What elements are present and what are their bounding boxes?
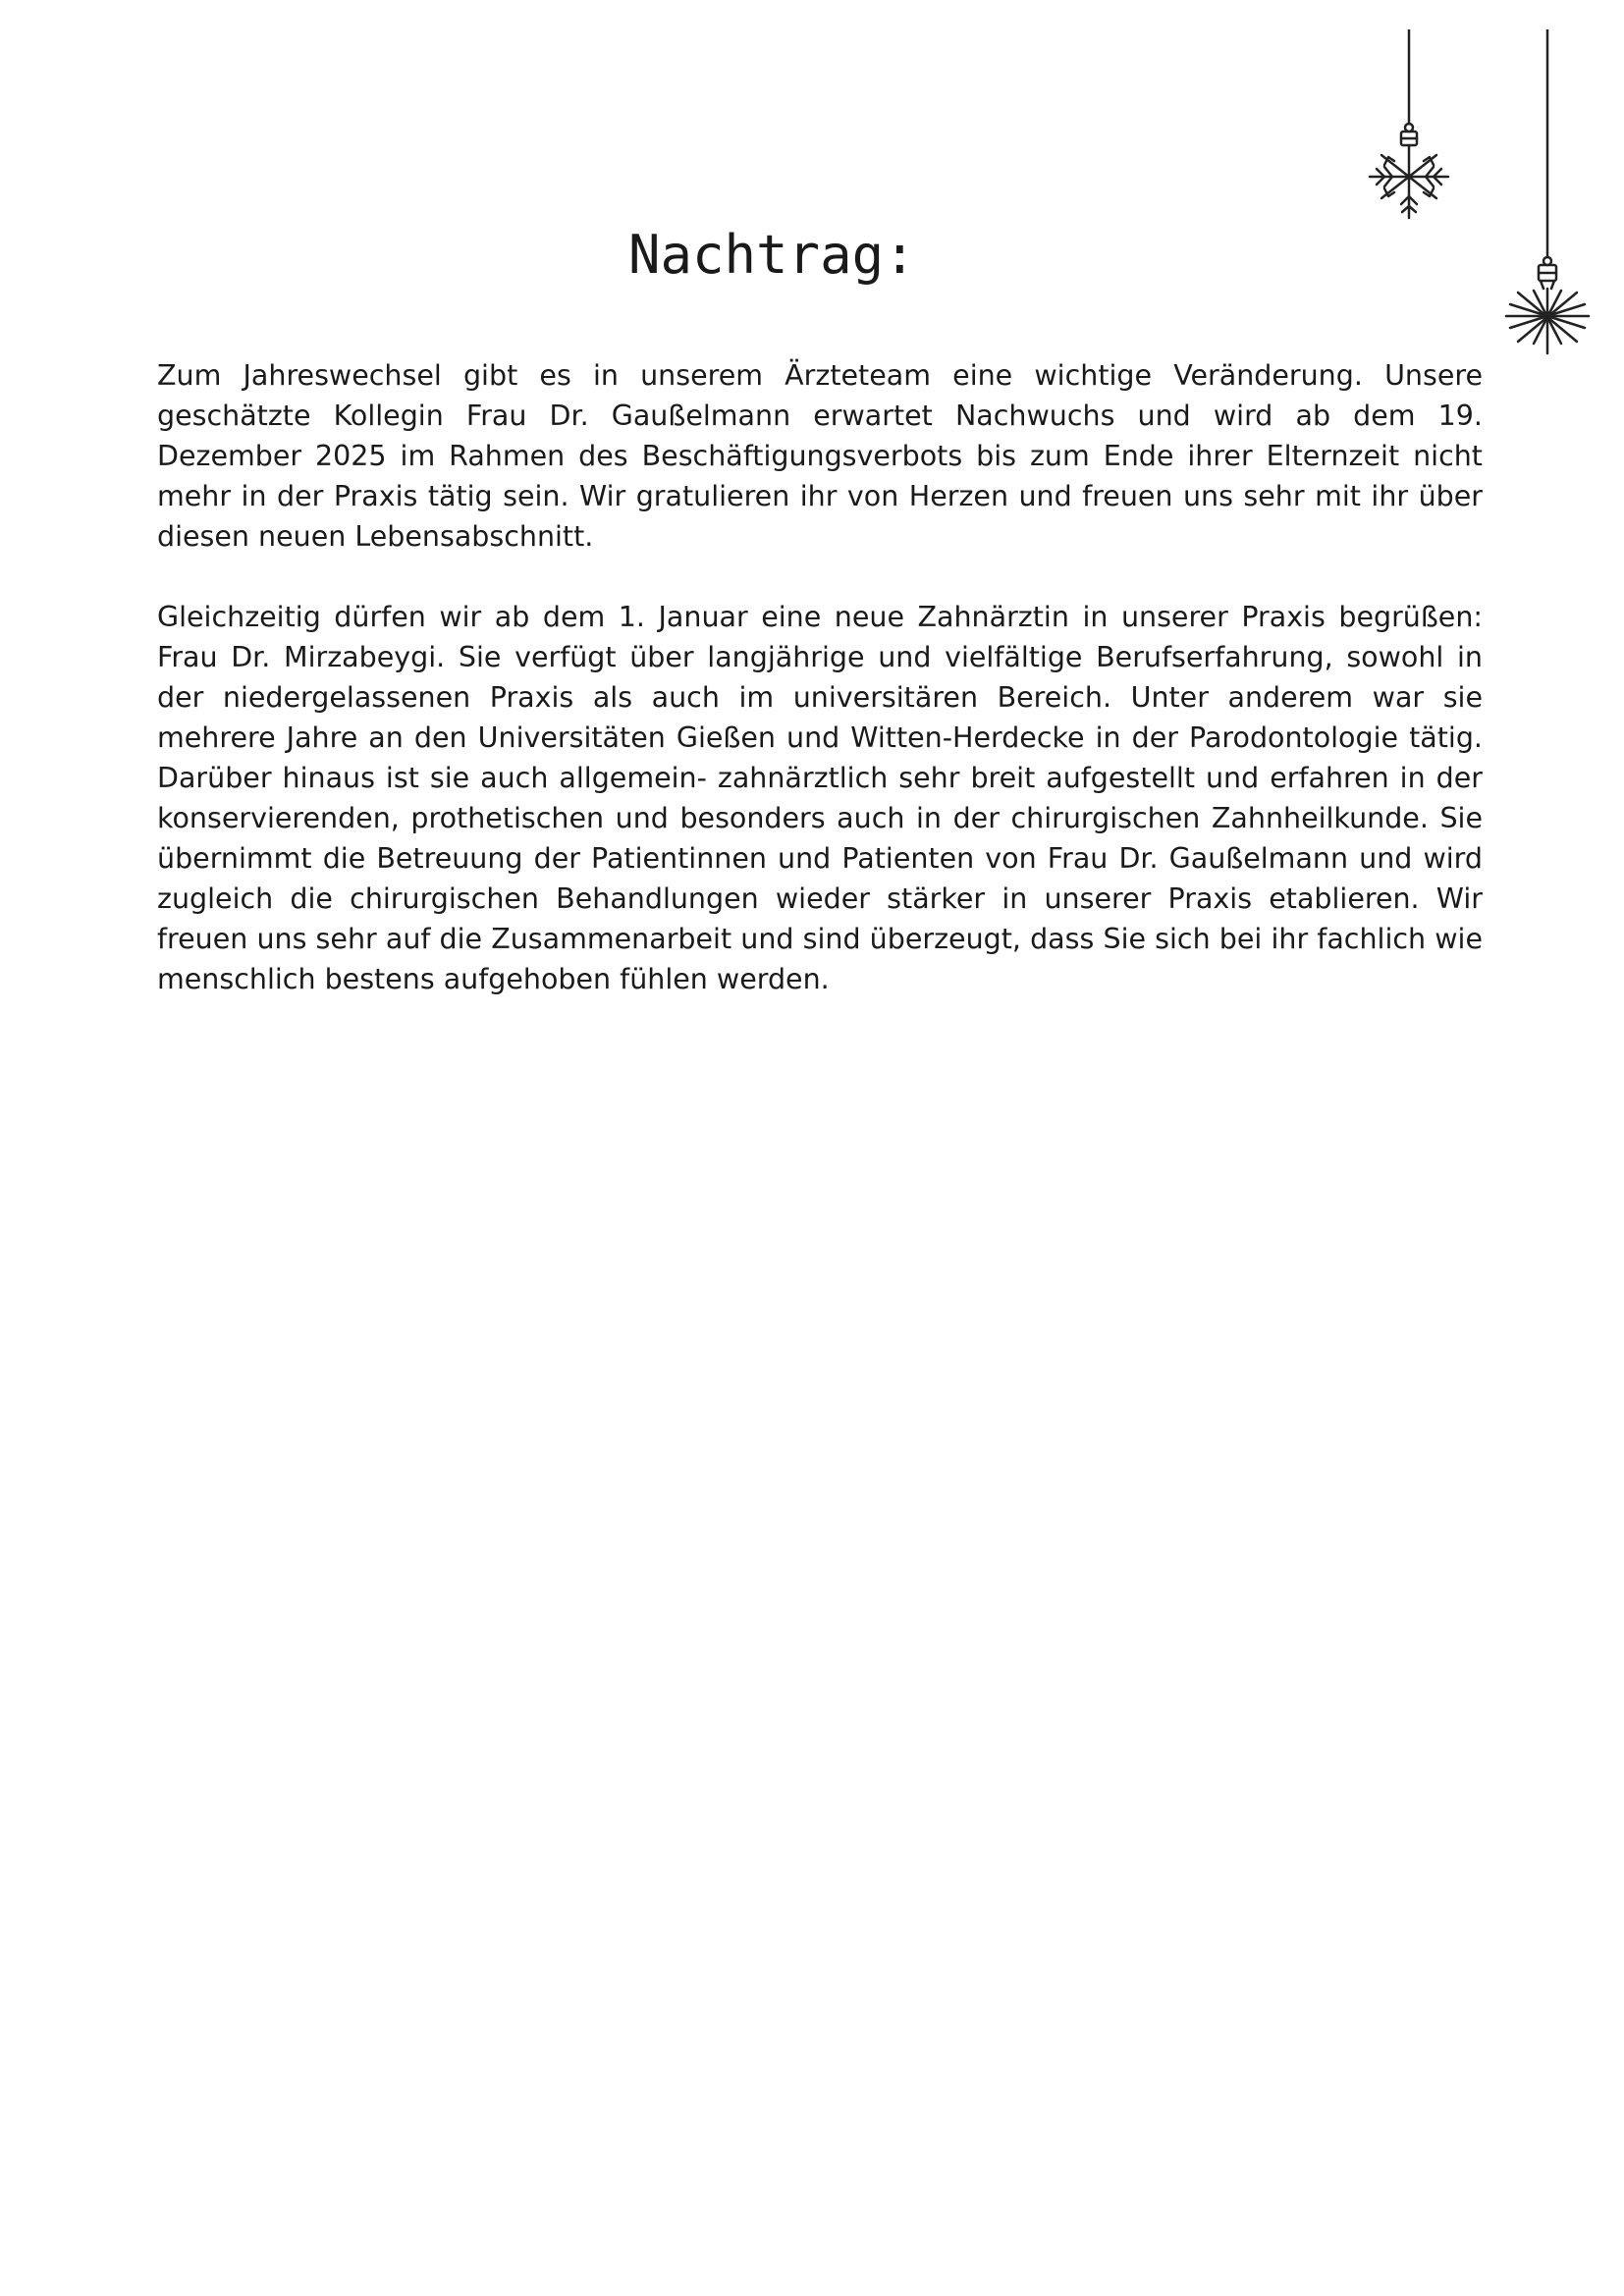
paragraph-1: Zum Jahreswechsel gibt es in unserem Ärzteteam eine wichtige Veränderung. Unsere geschätzte Kollegin Frau Dr. Gaußelmann erwartet Nachwuchs und wird ab dem 19. Dezember 2025 im Rahmen des Beschäftigungsverbots bis zum Ende ihrer Elternzeit nicht mehr in der Praxis tätig sein. Wir gratulieren ihr von Herzen und freuen uns sehr mit ihr über diesen neuen Lebensabschnitt. [157, 359, 1483, 553]
body-text [157, 355, 1483, 1040]
snowflake-ornament-icon [1355, 29, 1463, 226]
paragraph-2: Gleichzeitig dürfen wir ab dem 1. Januar eine neue Zahnärztin in unserer Praxis begrüßen: Frau Dr. Mirzabeygi. Sie verfügt über langjährige und vielfältige Berufserfahrung, sowohl in der niedergelassenen Praxis als auch im universitären Bereich. Unter anderem war sie mehrere Jahre an den Universitäten Gießen und Witten-Herdecke in der Parodontologie tätig. Darüber hinaus ist sie auch allgemein- zahnärztlich sehr breit aufgestellt und erfahren in der konservierenden, prothetischen und besonders auch in der chirurgischen Zahnheilkunde. Sie übernimmt die Betreuung der Patientinnen und Patienten von Frau Dr. Gaußelmann und wird zugleich die chirurgischen Behandlungen wieder stärker in unserer Praxis etablieren. Wir freuen uns sehr auf die Zusammenarbeit und sind überzeugt, dass Sie sich bei ihr fachlich wie menschlich bestens aufgehoben fühlen werden. [157, 601, 1483, 995]
star-ornament-icon [1500, 29, 1595, 358]
page-title: Nachtrag: [628, 224, 916, 286]
